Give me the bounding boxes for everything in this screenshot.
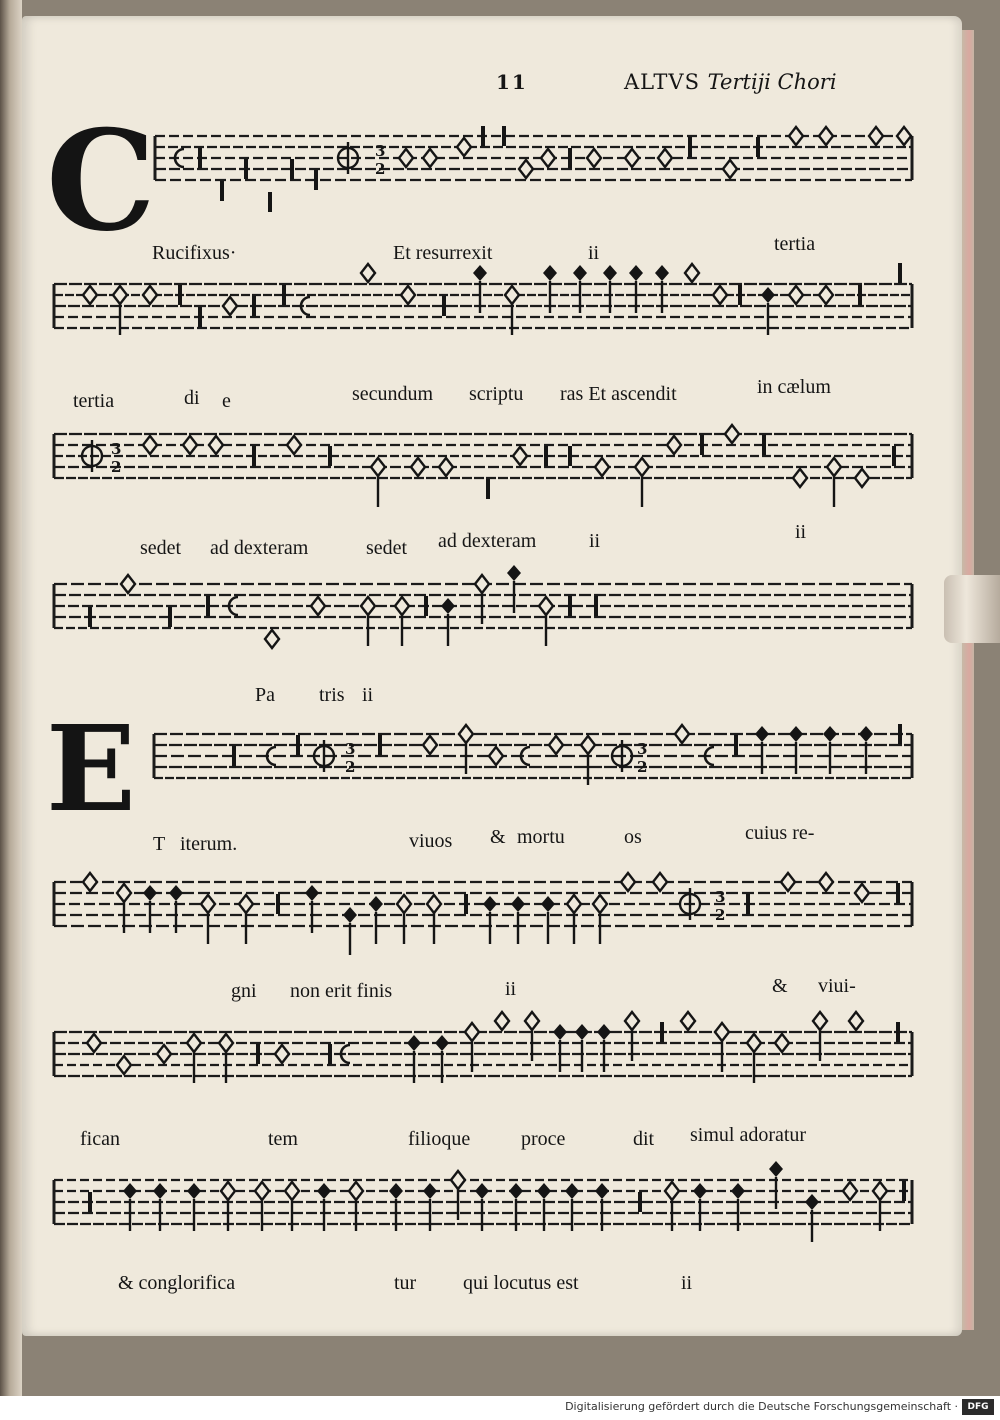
lyric-syllable: & (490, 826, 506, 848)
lyric-syllable: simul adoratur (690, 1124, 807, 1146)
lyric-syllable: & conglorifica (118, 1272, 236, 1294)
lyric-syllable: os (624, 826, 642, 848)
semibreve-note (401, 286, 415, 304)
rest-sign (244, 159, 248, 179)
rest-sign (88, 1192, 92, 1212)
lyric-syllable: non erit finis (290, 980, 393, 1002)
semibreve-note (423, 149, 437, 167)
lyric-syllable: iterum. (180, 833, 238, 855)
music-staff (44, 852, 922, 977)
rest-sign (328, 1044, 332, 1064)
lyric-syllable: & (772, 975, 788, 997)
lyric-syllable: gni (231, 980, 257, 1002)
semibreve-note (121, 575, 135, 593)
semibreve-note (157, 1045, 171, 1063)
rest-sign (902, 1181, 906, 1201)
semibreve-note (869, 127, 883, 145)
lyric-syllable: Rucifixus· (152, 242, 237, 264)
minim-note (361, 597, 375, 646)
semibreve-note (587, 149, 601, 167)
proportion-sign (637, 740, 647, 776)
semibreve-note (439, 458, 453, 476)
music-staff (44, 254, 922, 379)
semibreve-note (143, 436, 157, 454)
rest-sign (638, 1192, 642, 1212)
lyric-syllable: viuos (409, 830, 453, 852)
semibreve-note (83, 286, 97, 304)
rest-sign (896, 883, 900, 903)
running-header (624, 70, 837, 94)
rest-sign (206, 596, 210, 616)
semibreve-note (549, 736, 563, 754)
svg-text:3: 3 (715, 888, 726, 906)
semiminim-note (511, 896, 525, 944)
minim-note (239, 895, 253, 944)
svg-text:2: 2 (375, 160, 386, 178)
semiminim-note (441, 598, 455, 646)
proportion-sign (345, 740, 355, 776)
lyric-syllable: ad dexteram (210, 537, 309, 559)
minim-note (567, 895, 581, 944)
minim-note (827, 458, 841, 507)
lyric-syllable: proce (521, 1128, 566, 1150)
semibreve-note (725, 425, 739, 443)
semibreve-note (625, 149, 639, 167)
semibreve-note (495, 1012, 509, 1030)
lyric-syllable: Et resurrexit (393, 242, 493, 264)
lyric-syllable: fican (80, 1128, 120, 1150)
semiminim-note (343, 907, 357, 955)
lyric-syllable: ad dexteram (438, 530, 537, 552)
semibreve-note (653, 873, 667, 891)
semibreve-note (855, 884, 869, 902)
rest-sign (256, 1044, 260, 1064)
rest-sign (252, 446, 256, 466)
lyric-syllable: ii (588, 242, 600, 264)
semibreve-note (209, 436, 223, 454)
rest-sign (746, 894, 750, 914)
semibreve-note (658, 149, 672, 167)
semibreve-note (793, 469, 807, 487)
semibreve-note (775, 1034, 789, 1052)
lyric-syllable: filioque (408, 1128, 471, 1150)
lyric-syllable: tris (319, 684, 345, 706)
lyric-syllable: ii (362, 684, 374, 706)
lyric-syllable: ii (681, 1272, 693, 1294)
semibreve-note (595, 458, 609, 476)
semibreve-note (423, 736, 437, 754)
part-name: ALTVS (624, 70, 700, 94)
lyric-syllable: tertia (774, 233, 816, 255)
digitization-credit: Digitalisierung gefördert durch die Deutsche Forschungsgemeinschaft · (565, 1400, 958, 1413)
rest-sign (378, 735, 382, 755)
minim-note (397, 895, 411, 944)
semiminim-note (541, 896, 555, 944)
semibreve-note (513, 447, 527, 465)
proportion-sign (111, 440, 121, 476)
rest-sign (544, 446, 548, 466)
semibreve-note (83, 873, 97, 891)
svg-text:2: 2 (111, 458, 122, 476)
lyric-syllable: e (222, 390, 231, 412)
page-tab-marker (944, 575, 1000, 643)
lyric-syllable: in cælum (757, 376, 831, 398)
page-edge (962, 30, 974, 1330)
svg-text:3: 3 (637, 740, 648, 758)
semibreve-note (849, 1012, 863, 1030)
rest-sign (756, 137, 760, 157)
music-staff (44, 1150, 922, 1275)
semibreve-note (621, 873, 635, 891)
lyric-syllable: T (153, 833, 166, 855)
semiminim-note (483, 896, 497, 944)
page-number: 11 (496, 70, 528, 94)
lyric-syllable: qui locutus est (463, 1272, 579, 1294)
svg-text:3: 3 (111, 440, 122, 458)
semibreve-note (819, 286, 833, 304)
rest-sign (328, 446, 332, 466)
rest-sign (858, 285, 862, 305)
semibreve-note (685, 264, 699, 282)
rest-sign (198, 307, 202, 327)
semibreve-note (541, 149, 555, 167)
semibreve-note (843, 1182, 857, 1200)
rest-sign (276, 894, 280, 914)
lyric-syllable: dit (633, 1128, 655, 1150)
semibreve-note (667, 436, 681, 454)
music-staff (44, 1002, 922, 1127)
music-staff (144, 704, 922, 829)
lyric-syllable: ii (505, 978, 517, 1000)
rest-sign (290, 159, 294, 179)
semibreve-note (399, 149, 413, 167)
rest-sign (88, 607, 92, 627)
semibreve-note (143, 286, 157, 304)
lyric-syllable: tur (394, 1272, 417, 1294)
lyric-syllable: ii (795, 521, 807, 543)
rest-sign (688, 137, 692, 157)
semiminim-note (805, 1194, 819, 1242)
semibreve-note (287, 436, 301, 454)
rest-sign (314, 170, 318, 190)
svg-text:3: 3 (375, 142, 386, 160)
semibreve-note (275, 1045, 289, 1063)
rest-sign (198, 148, 202, 168)
lyric-syllable: ii (589, 530, 601, 552)
semibreve-note (311, 597, 325, 615)
rest-sign (252, 296, 256, 316)
rest-sign (442, 296, 446, 316)
minim-note (539, 597, 553, 646)
semibreve-note (117, 1056, 131, 1074)
rest-sign (268, 192, 272, 212)
semibreve-note (457, 138, 471, 156)
svg-text:3: 3 (345, 740, 356, 758)
semibreve-note (855, 469, 869, 487)
music-staff (145, 106, 922, 231)
semibreve-note (183, 436, 197, 454)
book-spine (0, 0, 22, 1396)
proportion-sign (715, 888, 725, 924)
proportion-sign (375, 142, 385, 178)
rest-sign (568, 446, 572, 466)
minim-note (593, 895, 607, 944)
minim-note (395, 597, 409, 646)
semibreve-note (223, 297, 237, 315)
semibreve-note (411, 458, 425, 476)
rest-sign (892, 446, 896, 466)
rest-sign (282, 285, 286, 305)
semibreve-note (489, 747, 503, 765)
semibreve-note (87, 1034, 101, 1052)
lyric-syllable: secundum (352, 383, 434, 405)
initial-letter-c: C (46, 99, 156, 262)
rest-sign (232, 746, 236, 766)
rest-sign (568, 148, 572, 168)
lyric-syllable: sedet (140, 537, 182, 559)
semibreve-note (897, 127, 911, 145)
rest-sign (168, 607, 172, 627)
semibreve-note (723, 160, 737, 178)
music-staff (44, 554, 922, 679)
lyric-syllable: ras Et ascendit (560, 383, 677, 405)
svg-text:2: 2 (715, 906, 726, 924)
rest-sign (502, 126, 506, 146)
semibreve-note (819, 127, 833, 145)
lyric-syllable: cuius re- (745, 822, 815, 844)
rest-sign (464, 894, 468, 914)
semibreve-note (675, 725, 689, 743)
initial-letter-e: E (46, 699, 136, 838)
semibreve-note (789, 127, 803, 145)
semibreve-note (819, 873, 833, 891)
lyric-syllable: scriptu (469, 383, 524, 405)
semibreve-note (789, 286, 803, 304)
minim-note (635, 458, 649, 507)
rest-sign (898, 724, 902, 744)
rest-sign (296, 735, 300, 755)
rest-sign (481, 126, 485, 146)
svg-text:2: 2 (637, 758, 648, 776)
footer-bar (0, 1396, 1000, 1420)
rest-sign (660, 1022, 664, 1042)
rest-sign (738, 285, 742, 305)
rest-sign (568, 596, 572, 616)
minim-note (427, 895, 441, 944)
svg-text:2: 2 (345, 758, 356, 776)
lyric-syllable: di (184, 387, 200, 409)
semibreve-note (265, 630, 279, 648)
minim-note (371, 458, 385, 507)
semibreve-note (361, 264, 375, 282)
semibreve-note (781, 873, 795, 891)
rest-sign (594, 596, 598, 616)
rest-sign (178, 285, 182, 305)
rest-sign (700, 435, 704, 455)
rest-sign (734, 735, 738, 755)
music-staff (44, 404, 922, 529)
lyric-syllable: mortu (517, 826, 565, 848)
semibreve-note (681, 1012, 695, 1030)
dfg-logo: DFG (962, 1399, 994, 1415)
minim-note (201, 895, 215, 944)
semibreve-note (519, 160, 533, 178)
semibreve-note (713, 286, 727, 304)
lyric-syllable: Pa (255, 684, 275, 706)
semiminim-note (369, 896, 383, 944)
lyric-syllable: tertia (73, 390, 115, 412)
lyric-syllable: viui- (818, 975, 856, 997)
rest-sign (898, 263, 902, 283)
rest-sign (424, 596, 428, 616)
lyric-syllable: tem (268, 1128, 298, 1150)
rest-sign (220, 181, 224, 201)
rest-sign (762, 435, 766, 455)
lyric-syllable: sedet (366, 537, 408, 559)
rest-sign (896, 1022, 900, 1042)
choir-name: Tertiji Chori (707, 70, 837, 94)
rest-sign (486, 479, 490, 499)
